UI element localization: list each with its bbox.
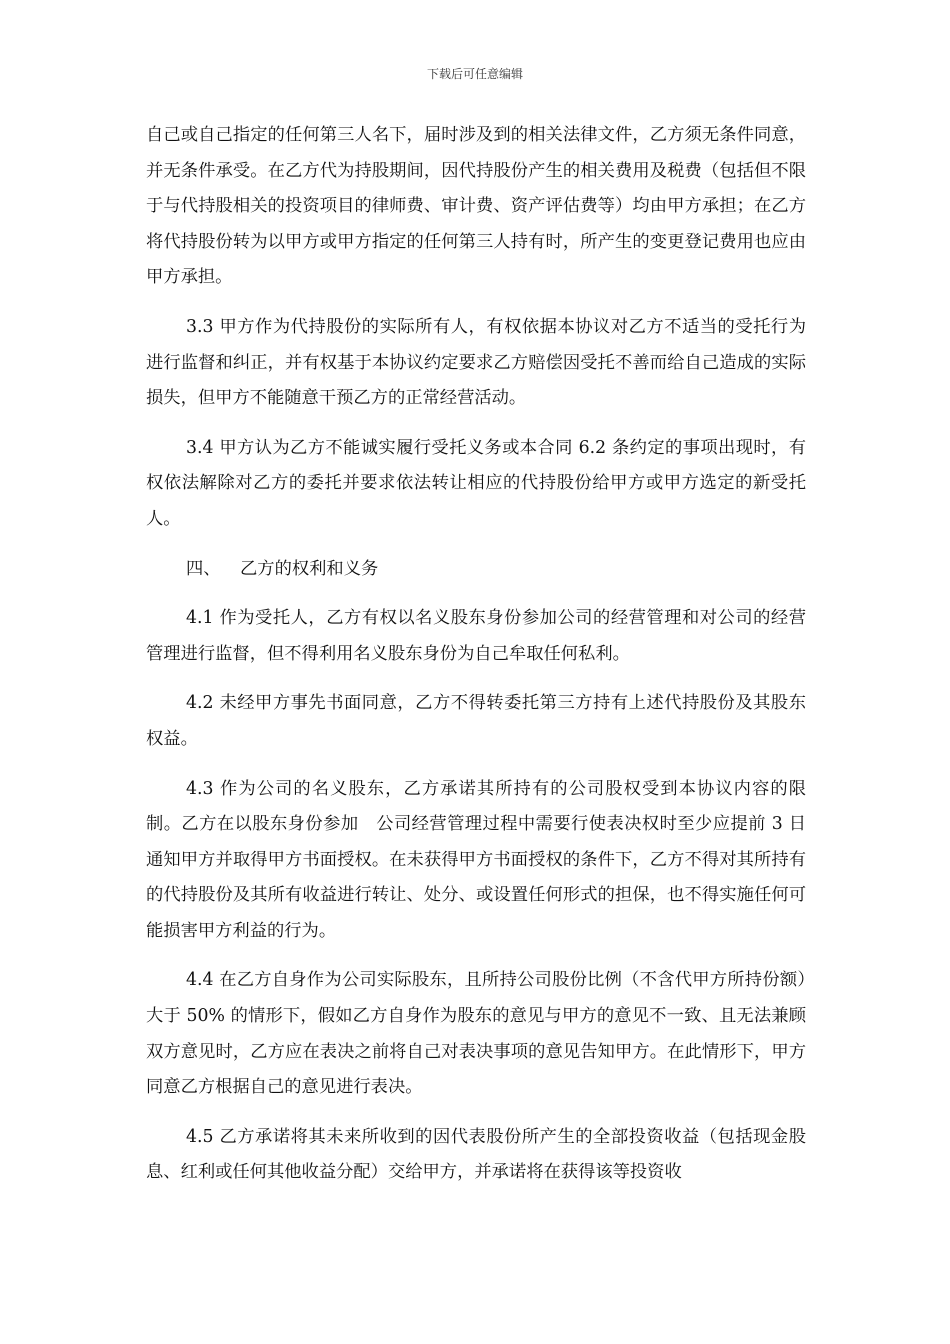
section-number: 四、 <box>186 558 221 579</box>
paragraph-continuation: 自己或自己指定的任何第三人名下，届时涉及到的相关法律文件，乙方须无条件同意，并无条件承受。在乙方代为持股期间，因代持股份产生的相关费用及税费（包括但不限于与代持股相关的投资项目的律师费、审计费、资产评估费等）均由甲方承担；在乙方将代持股份转为以甲方或甲方指定的任何第三人持有时，所产生的变更登记费用也应由甲方承担。 <box>146 125 806 288</box>
paragraph-4-4: 4.4 在乙方自身作为公司实际股东，且所持公司股份比例（不含代甲方所持份额）大于 50% 的情形下，假如乙方自身作为股东的意见与甲方的意见不一致、且无法兼顾双方意见时，乙方应在表决之前将自己对表决事项的意见告知甲方。在此情形下，甲方同意乙方根据自己的意见进行表决。 <box>146 970 806 1098</box>
paragraph-4-5: 4.5 乙方承诺将其未来所收到的因代表股份所产生的全部投资收益（包括现金股息、红利或任何其他收益分配）交给甲方，并承诺将在获得该等投资收 <box>146 1126 806 1183</box>
paragraph-3-4: 3.4 甲方认为乙方不能诚实履行受托义务或本合同 6.2 条约定的事项出现时，有权依法解除对乙方的委托并要求依法转让相应的代持股份给甲方或甲方选定的新受托人。 <box>146 437 806 529</box>
paragraph-4-1: 4.1 作为受托人，乙方有权以名义股东身份参加公司的经营管理和对公司的经营管理进行监督，但不得利用名义股东身份为自己牟取任何私利。 <box>146 608 806 664</box>
section-title: 乙方的权利和义务 <box>240 558 379 579</box>
page-header: 下载后可任意编辑 <box>426 67 523 81</box>
section-heading-4 <box>146 552 806 588</box>
document-body <box>146 118 806 1205</box>
paragraph-4-3: 4.3 作为公司的名义股东，乙方承诺其所持有的公司股权受到本协议内容的限制。乙方在以股东身份参加 公司经营管理过程中需要行使表决权时至少应提前 3 日通知甲方并取得甲方书面授权。在未获得甲方书面授权的条件下，乙方不得对其所持有的代持股份及其所有收益进行转让、处分、或设置任何形式的担保，也不得实施任何可能损害甲方利益的行为。 <box>146 778 806 941</box>
paragraph-4-2: 4.2 未经甲方事先书面同意，乙方不得转委托第三方持有上述代持股份及其股东权益。 <box>146 693 806 749</box>
paragraph-3-3: 3.3 甲方作为代持股份的实际所有人，有权依据本协议对乙方不适当的受托行为进行监督和纠正，并有权基于本协议约定要求乙方赔偿因受托不善而给自己造成的实际损失，但甲方不能随意干预乙方的正常经营活动。 <box>146 316 806 409</box>
